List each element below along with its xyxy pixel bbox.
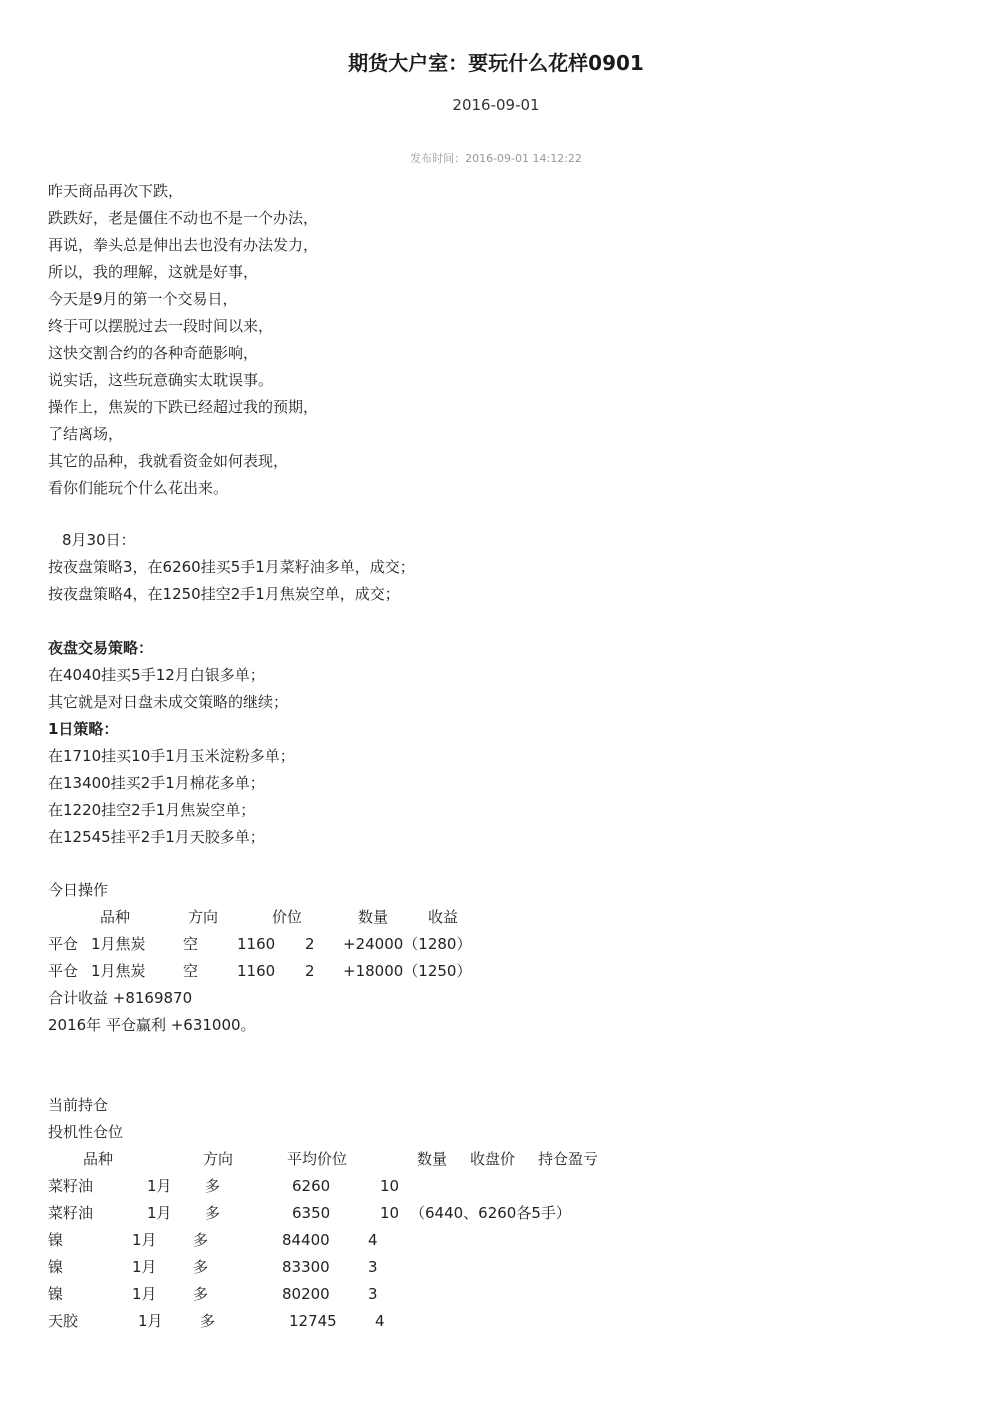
- table-cell: 多: [205, 1177, 221, 1195]
- column-header: 收盘价: [470, 1150, 516, 1168]
- table-cell: 平仓: [48, 962, 79, 980]
- table-cell: 84400: [282, 1231, 330, 1249]
- night-strategy-line: 在4040挂买5手12月白银多单；: [48, 666, 265, 684]
- table-cell: 1160: [237, 935, 276, 953]
- intro-line: 终于可以摆脱过去一段时间以来，: [48, 317, 274, 335]
- table-cell: 镍: [48, 1258, 64, 1276]
- table-cell: 空: [183, 935, 199, 953]
- column-header: 平均价位: [287, 1150, 348, 1168]
- table-cell: 镍: [48, 1231, 64, 1249]
- night-strategy-line: 其它就是对日盘未成交策略的继续；: [48, 693, 289, 711]
- table-cell: 3: [368, 1258, 378, 1276]
- table-cell: 多: [193, 1285, 209, 1303]
- trade-line: 按夜盘策略3，在6260挂买5手1月菜籽油多单，成交；: [48, 558, 415, 576]
- table-cell: 菜籽油: [48, 1177, 94, 1195]
- table-cell: 2: [305, 962, 315, 980]
- day-strategy-line: 在13400挂买2手1月棉花多单；: [48, 774, 265, 792]
- table-cell: 1月: [147, 1177, 172, 1195]
- table-cell: 1月: [132, 1231, 157, 1249]
- total-profit: 合计收益 +8169870: [48, 989, 193, 1007]
- table-cell: （6440、6260各5手）: [410, 1204, 571, 1222]
- column-header: 数量: [417, 1150, 448, 1168]
- day-strategy-heading: 1日策略：: [48, 720, 119, 738]
- intro-line: 看你们能玩个什么花出来。: [48, 479, 229, 497]
- table-cell: 6350: [292, 1204, 331, 1222]
- table-cell: 12745: [289, 1312, 337, 1330]
- table-cell: 多: [193, 1258, 209, 1276]
- intro-line: 了结离场，: [48, 425, 124, 443]
- table-cell: 4: [375, 1312, 385, 1330]
- table-cell: 2: [305, 935, 315, 953]
- table-cell: 镍: [48, 1285, 64, 1303]
- table-cell: 3: [368, 1285, 378, 1303]
- column-header: 数量: [358, 908, 389, 926]
- year-profit: 2016年 平仓赢利 +631000。: [48, 1016, 256, 1034]
- column-header: 收益: [428, 908, 459, 926]
- table-cell: +18000（1250）: [343, 962, 472, 980]
- trade-date-label: 8月30日：: [62, 531, 136, 549]
- table-cell: 1月焦炭: [91, 962, 146, 980]
- table-cell: 80200: [282, 1285, 330, 1303]
- intro-line: 所以，我的理解，这就是好事，: [48, 263, 259, 281]
- table-cell: 83300: [282, 1258, 330, 1276]
- trade-line: 按夜盘策略4，在1250挂空2手1月焦炭空单，成交；: [48, 585, 400, 603]
- table-cell: 空: [183, 962, 199, 980]
- publish-time: 发布时间：2016-09-01 14:12:22: [410, 152, 582, 165]
- intro-line: 其它的品种，我就看资金如何表现，: [48, 452, 289, 470]
- intro-line: 跌跌好，老是僵住不动也不是一个办法，: [48, 209, 319, 227]
- table-cell: 1月: [132, 1285, 157, 1303]
- table-cell: 多: [193, 1231, 209, 1249]
- column-header: 方向: [203, 1150, 234, 1168]
- column-header: 品种: [83, 1150, 114, 1168]
- table-cell: +24000（1280）: [343, 935, 472, 953]
- day-strategy-line: 在1710挂买10手1月玉米淀粉多单；: [48, 747, 295, 765]
- table-cell: 1月: [147, 1204, 172, 1222]
- night-strategy-heading: 夜盘交易策略：: [48, 639, 154, 657]
- table-cell: 1月: [132, 1258, 157, 1276]
- table-cell: 1月: [138, 1312, 163, 1330]
- table-cell: 4: [368, 1231, 378, 1249]
- column-header: 持仓盈亏: [538, 1150, 599, 1168]
- column-header: 品种: [100, 908, 131, 926]
- intro-line: 说实话，这些玩意确实太耽误事。: [48, 371, 274, 389]
- article-title: 期货大户室：要玩什么花样0901: [348, 51, 644, 75]
- table-cell: 6260: [292, 1177, 331, 1195]
- table-cell: 多: [200, 1312, 216, 1330]
- table-cell: 平仓: [48, 935, 79, 953]
- today-ops-heading: 今日操作: [48, 881, 109, 899]
- day-strategy-line: 在12545挂平2手1月天胶多单；: [48, 828, 265, 846]
- positions-subheading: 投机性仓位: [48, 1123, 124, 1141]
- column-header: 方向: [188, 908, 219, 926]
- intro-line: 再说，拳头总是伸出去也没有办法发力，: [48, 236, 319, 254]
- article-date: 2016-09-01: [452, 96, 540, 114]
- intro-line: 这快交割合约的各种奇葩影响，: [48, 344, 259, 362]
- intro-line: 操作上，焦炭的下跌已经超过我的预期，: [48, 398, 319, 416]
- table-cell: 1月焦炭: [91, 935, 146, 953]
- table-cell: 多: [205, 1204, 221, 1222]
- day-strategy-line: 在1220挂空2手1月焦炭空单；: [48, 801, 256, 819]
- table-cell: 10: [380, 1204, 400, 1222]
- table-cell: 天胶: [48, 1312, 79, 1330]
- intro-line: 昨天商品再次下跌，: [48, 182, 184, 200]
- positions-heading: 当前持仓: [48, 1096, 109, 1114]
- intro-line: 今天是9月的第一个交易日，: [48, 290, 238, 308]
- column-header: 价位: [272, 908, 303, 926]
- table-cell: 1160: [237, 962, 276, 980]
- table-cell: 菜籽油: [48, 1204, 94, 1222]
- table-cell: 10: [380, 1177, 400, 1195]
